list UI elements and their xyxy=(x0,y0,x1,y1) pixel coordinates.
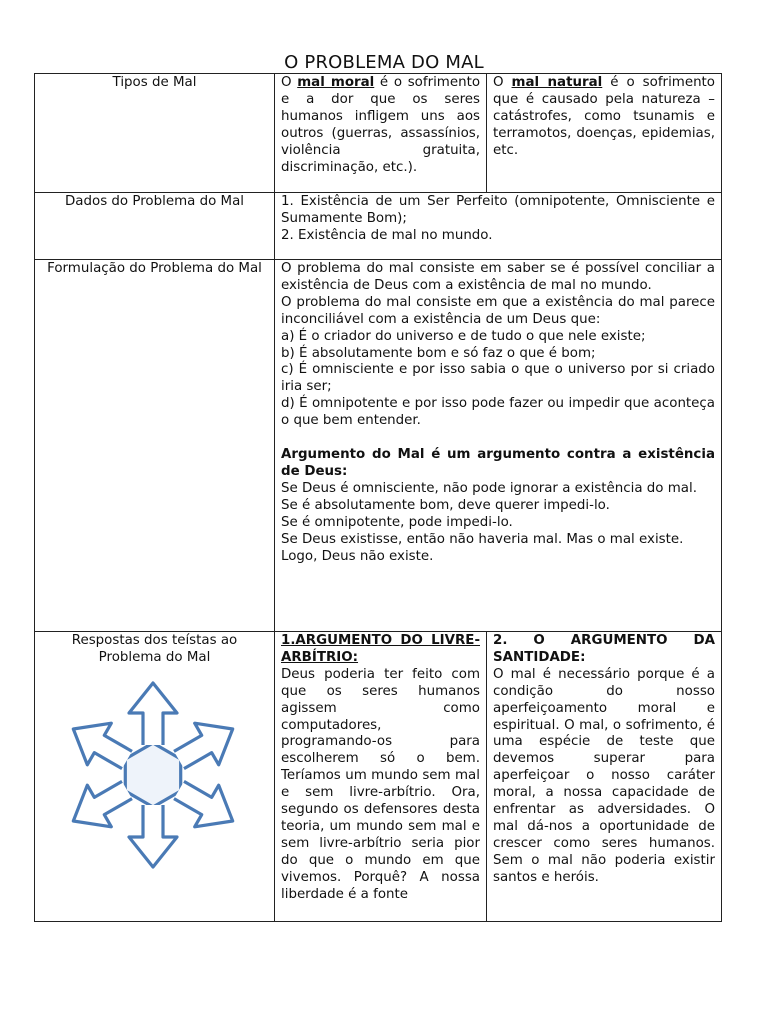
row-label: Formulação do Problema do Mal xyxy=(35,260,275,632)
argument-line: Logo, Deus não existe. xyxy=(281,548,434,564)
mal-natural-text: é o sofrimento que é causado pela natureza – catástrofes, como tsunamis e terramotos, doenças, epidemias, etc. xyxy=(493,75,715,158)
mal-moral-term: mal moral xyxy=(297,75,375,90)
diagram-core xyxy=(125,743,180,807)
dados-cell xyxy=(275,193,722,260)
mal-moral-prefix: O xyxy=(281,75,298,90)
problem-of-evil-table xyxy=(34,73,722,922)
mal-moral-cell xyxy=(275,74,487,193)
livre-arbitrio-cell xyxy=(275,632,487,922)
mal-natural-term: mal natural xyxy=(511,75,603,90)
diagram-arrow xyxy=(129,683,177,745)
formulacao-cell xyxy=(275,260,722,632)
row-label: Tipos de Mal xyxy=(35,74,275,193)
argument-line: Se é omnipotente, pode impedi-lo. xyxy=(281,514,513,530)
dados-item: 1. Existência de um Ser Perfeito (omnipotente, Omnisciente e Sumamente Bom); xyxy=(281,194,715,226)
santidade-heading: 2. O ARGUMENTO DA SANTIDADE: xyxy=(493,633,715,665)
mal-natural-prefix: O xyxy=(493,75,512,90)
argument-heading: Argumento do Mal é um argumento contra a existência de Deus: xyxy=(281,447,715,479)
argument-line: Se Deus existisse, então não haveria mal. Mas o mal existe. xyxy=(281,531,684,547)
diagram-arrow xyxy=(129,805,177,867)
mal-natural-cell xyxy=(487,74,722,193)
row-dados xyxy=(35,193,722,260)
six-arrows-diagram xyxy=(53,675,253,875)
formulacao-paragraph: O problema do mal consiste em saber se é possível conciliar a existência de Deus com a existência de mal no mundo. xyxy=(281,261,715,293)
formulacao-list-item: a) É o criador do universo e de tudo o que nele existe; xyxy=(281,328,646,344)
document-title: O PROBLEMA DO MAL xyxy=(284,52,484,73)
dados-item: 2. Existência de mal no mundo. xyxy=(281,227,493,243)
mal-moral-text: é o sofrimento e a dor que os seres humanos infligem uns aos outros (guerras, assassínios, violência gratuita, discriminação, etc.). xyxy=(281,75,481,175)
row-label: Respostas dos teístas ao Problema do Mal xyxy=(71,633,238,665)
row-respostas xyxy=(35,632,722,922)
santidade-text: O mal é necessário porque é a condição do nosso aperfeiçoamento moral e espiritual. O mal, o sofrimento, é uma espécie de teste que devemos superar para aperfeiçoar o nosso caráter moral, a nossa capacidade de enfrentar as adversidades. O mal dá-nos a oportunidade de crescer como seres humanos. Sem o mal não poderia existir santos e heróis. xyxy=(493,666,715,885)
livre-arbitrio-text: Deus poderia ter feito com que os seres humanos agissem como computadores, programando-os para escolherem só o bem. Teríamos um mundo sem mal e sem livre-arbítrio. Ora, segundo os defensores desta teoria, um mundo sem mal e sem livre-arbítrio seria pior do que o mundo em que vivemos. Porquê? A nossa liberdade é a fonte xyxy=(281,666,480,902)
row-formulacao xyxy=(35,260,722,632)
argument-line: Se é absolutamente bom, deve querer impedi-lo. xyxy=(281,497,610,513)
formulacao-list-item: c) É omnisciente e por isso sabia o que o universo por si criado iria ser; xyxy=(281,362,715,395)
argument-line: Se Deus é omnisciente, não pode ignorar a existência do mal. xyxy=(281,480,697,496)
row-tipos-de-mal xyxy=(35,74,722,193)
respostas-label-cell xyxy=(35,632,275,922)
formulacao-paragraph: O problema do mal consiste em que a existência do mal parece inconciliável com a existência de um Deus que: xyxy=(281,294,715,327)
row-label: Dados do Problema do Mal xyxy=(35,193,275,260)
formulacao-list-item: b) É absolutamente bom e só faz o que é bom; xyxy=(281,345,596,361)
formulacao-list-item: d) É omnipotente e por isso pode fazer ou impedir que aconteça o que bem entender. xyxy=(281,396,715,429)
livre-arbitrio-heading: 1.ARGUMENTO DO LIVRE-ARBÍTRIO: xyxy=(281,633,480,665)
santidade-cell xyxy=(487,632,722,922)
